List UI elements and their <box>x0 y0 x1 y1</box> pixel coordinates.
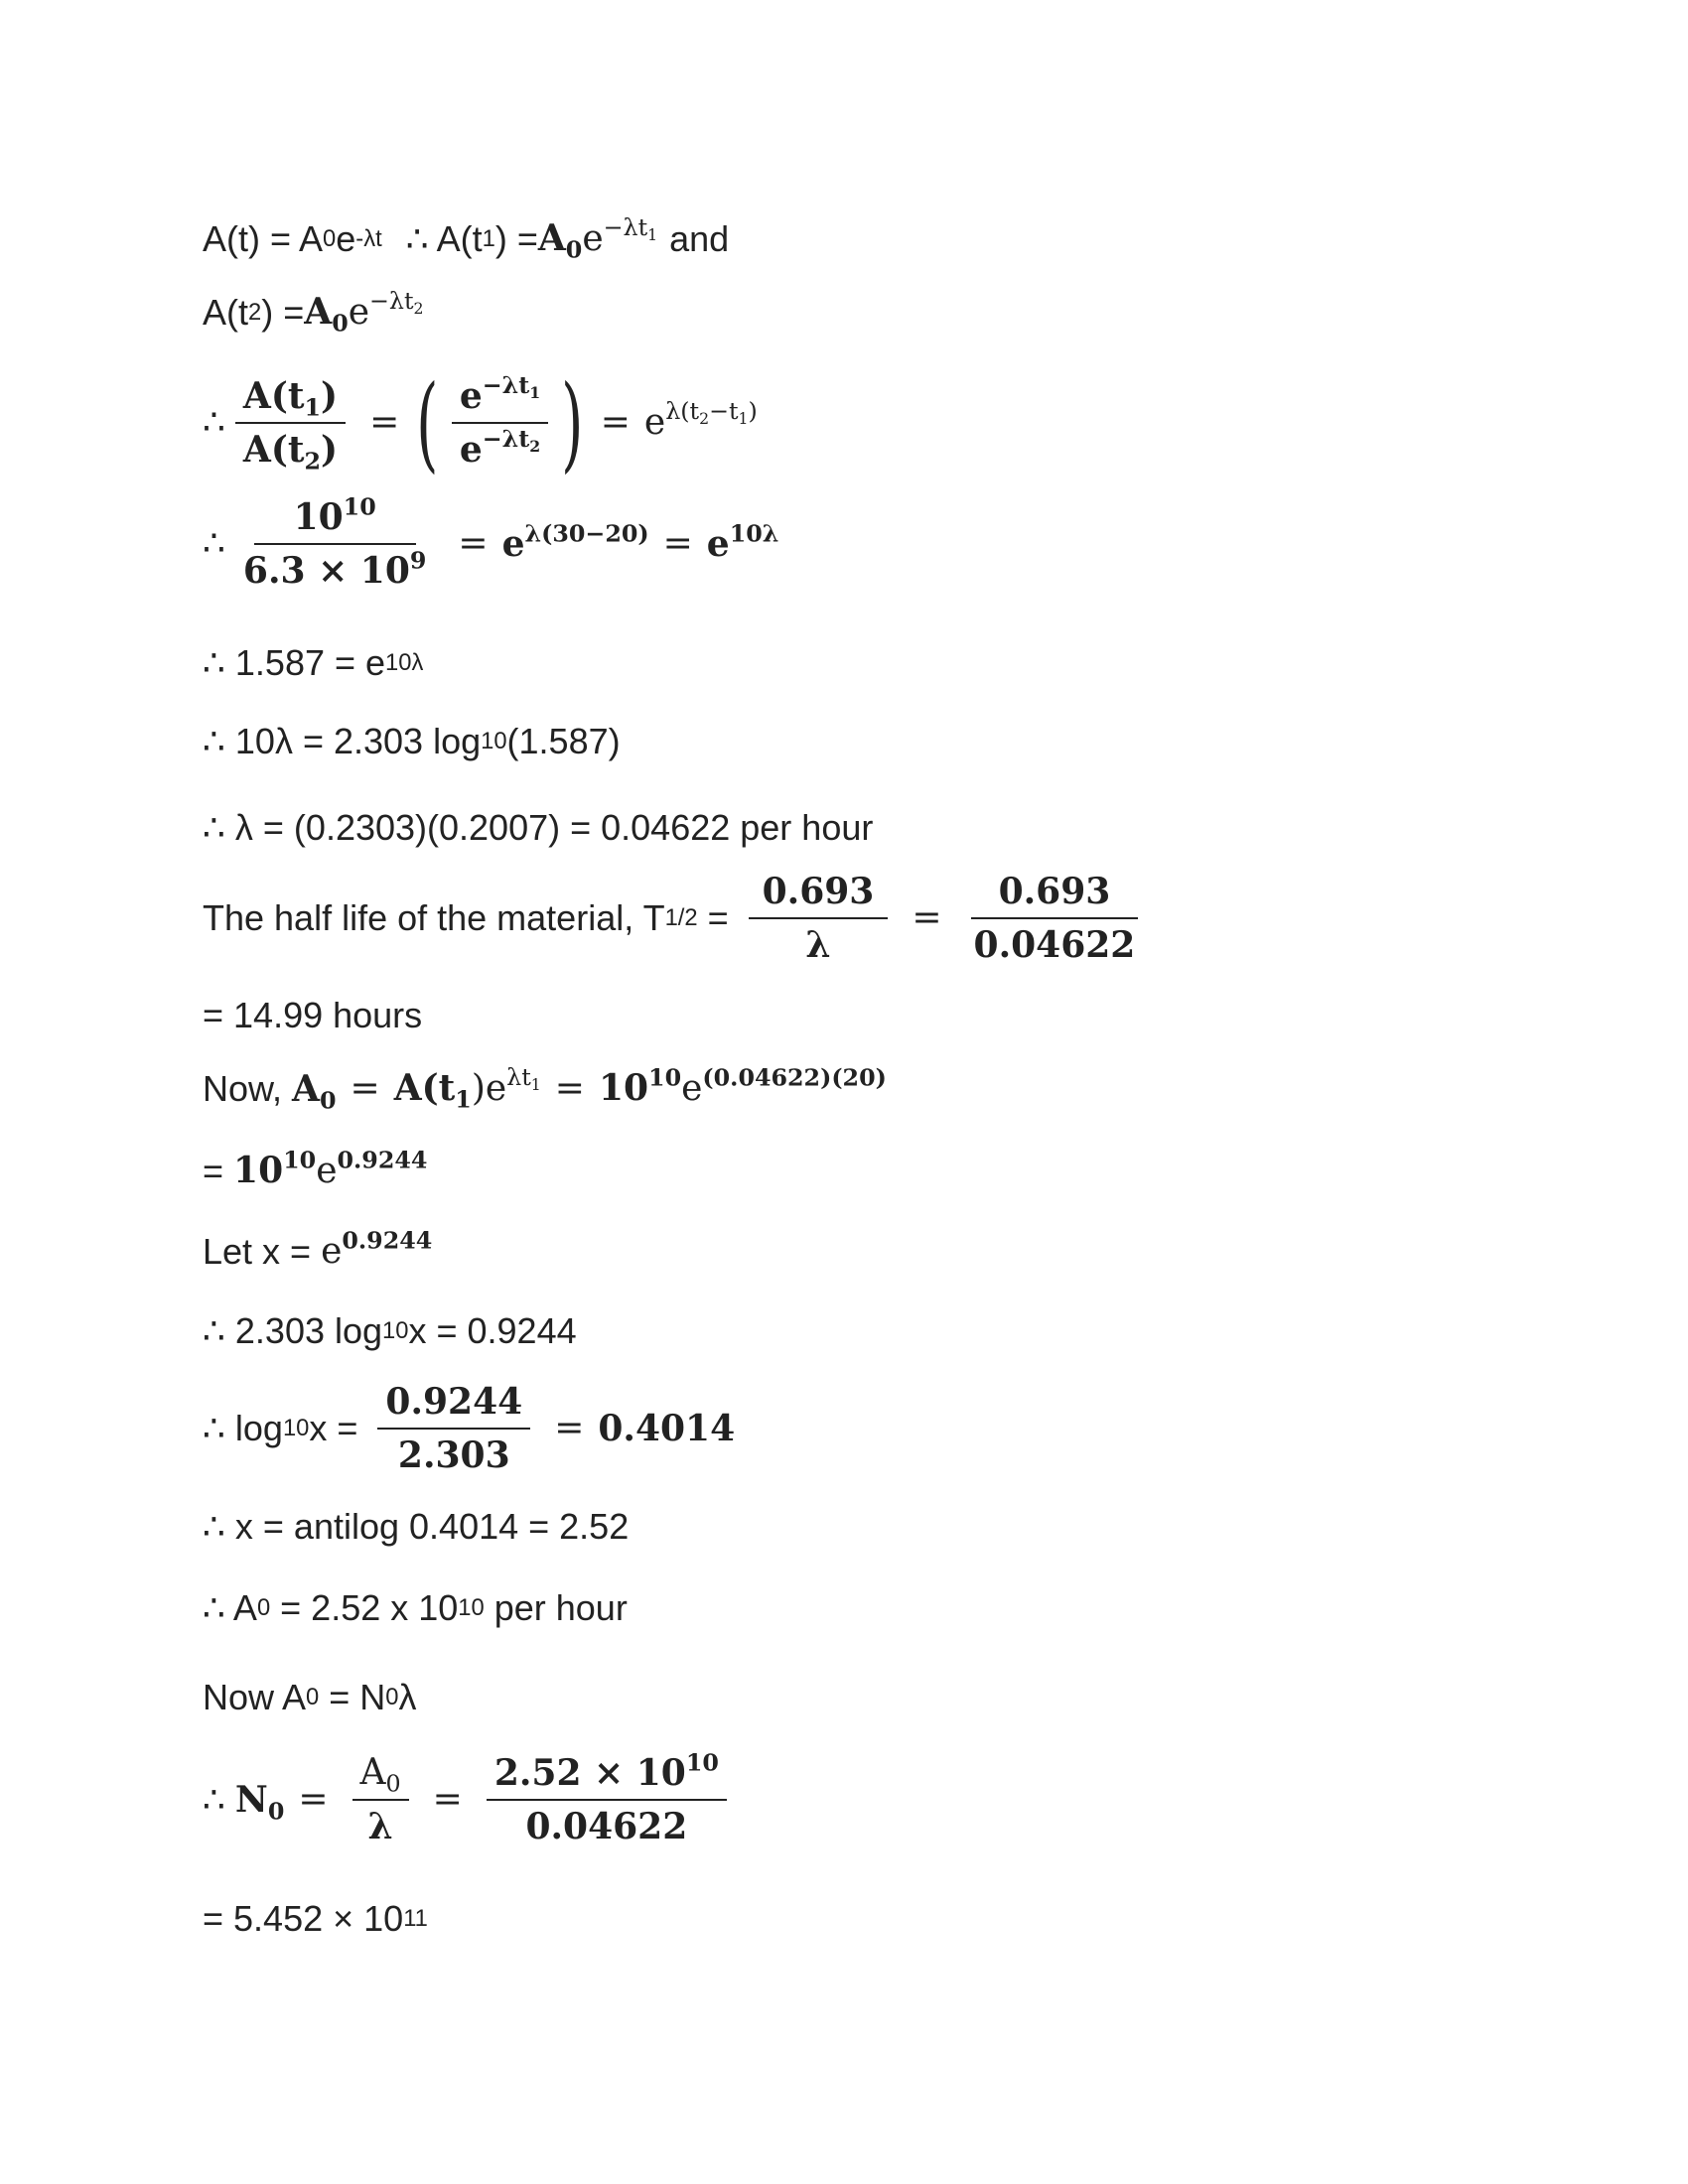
eq-line-2: A(t 2 ) = $A_0e^{-\lambda t_2}$ <box>203 287 424 338</box>
eq-line-13: ∴ 2.303 log 10 x = 0.9244 <box>203 1310 577 1351</box>
eq-line-10: Now, $A_0$ = $A(t_1)e^{\lambda t_1}$ = $10^{10}e^{(0.04622)(20)}$ <box>203 1063 887 1115</box>
fraction: $\frac{0.693}{\lambda}$ <box>749 874 889 963</box>
eq-line-17: Now A 0 = N 0 λ <box>203 1677 417 1717</box>
eq-line-7: ∴ λ = (0.2303)(0.2007) = 0.04622 per hour <box>203 807 874 848</box>
fraction: $\frac{2.52 \times 10^{10}}{0.04622}$ <box>487 1755 727 1844</box>
eq-line-15: ∴ x = antilog 0.4014 = 2.52 <box>203 1506 630 1547</box>
eq-line-6: ∴ 10λ = 2.303 log 10 (1.587) <box>203 721 621 761</box>
eq-line-4: ∴ $\frac{10^{10}}{6.3 \times 10^9}$ = $e^{\lambda(30-20)}$ = $e^{10\lambda}$ <box>203 492 779 592</box>
eq-line-16: ∴ A 0 = 2.52 x 10 10 per hour <box>203 1587 628 1628</box>
fraction: $\frac{10^{10}}{6.3 \times 10^9}$ <box>242 492 427 592</box>
eq-line-12: Let x = $e^{0.9244}$ <box>203 1226 433 1272</box>
eq-line-18: ∴ $N_0$ = $\frac{A_0}{\lambda}$ = $\frac{2.52 \times 10^{10}}{0.04622}$ <box>203 1755 737 1844</box>
eq-line-11: = $10^{10}e^{0.9244}$ <box>203 1146 428 1191</box>
fraction: $\frac{e^{-\lambda t_1}}{e^{-\lambda t_2}}$ <box>452 378 548 468</box>
fraction: $\frac{A_0}{\lambda}$ <box>352 1755 409 1844</box>
eq-line-5: ∴ 1.587 = e 10λ <box>203 642 424 683</box>
fraction: $\frac{0.693}{0.04622}$ <box>966 874 1144 963</box>
eq-line-14: ∴ log 10 x = $\frac{0.9244}{2.303}$ = 0.4014 <box>203 1381 736 1476</box>
eq-line-9: = 14.99 hours <box>203 995 423 1035</box>
eq-line-3: ∴ $\frac{A(t_1)}{A(t_2)}$ = ( $\frac{e^{-\lambda t_1}}{e^{-\lambda t_2}}$ ) = $e^{\lambda(t_2-t_1)}$ <box>203 362 758 483</box>
fraction: $\frac{A(t_1)}{A(t_2)}$ <box>235 378 346 468</box>
eq-line-1: A(t) = A 0 e -λt ∴ A(t 1 ) = $A_0e^{-\lambda t_1}$ and <box>203 213 730 264</box>
eq-line-8: The half life of the material, T 1/2 = $\frac{0.693}{\lambda}$ = $\frac{0.693}{0.04622}$ <box>203 874 1153 963</box>
eq-line-19: = 5.452 × 10 11 <box>203 1898 428 1939</box>
fraction: $\frac{0.9244}{2.303}$ <box>377 1384 530 1473</box>
